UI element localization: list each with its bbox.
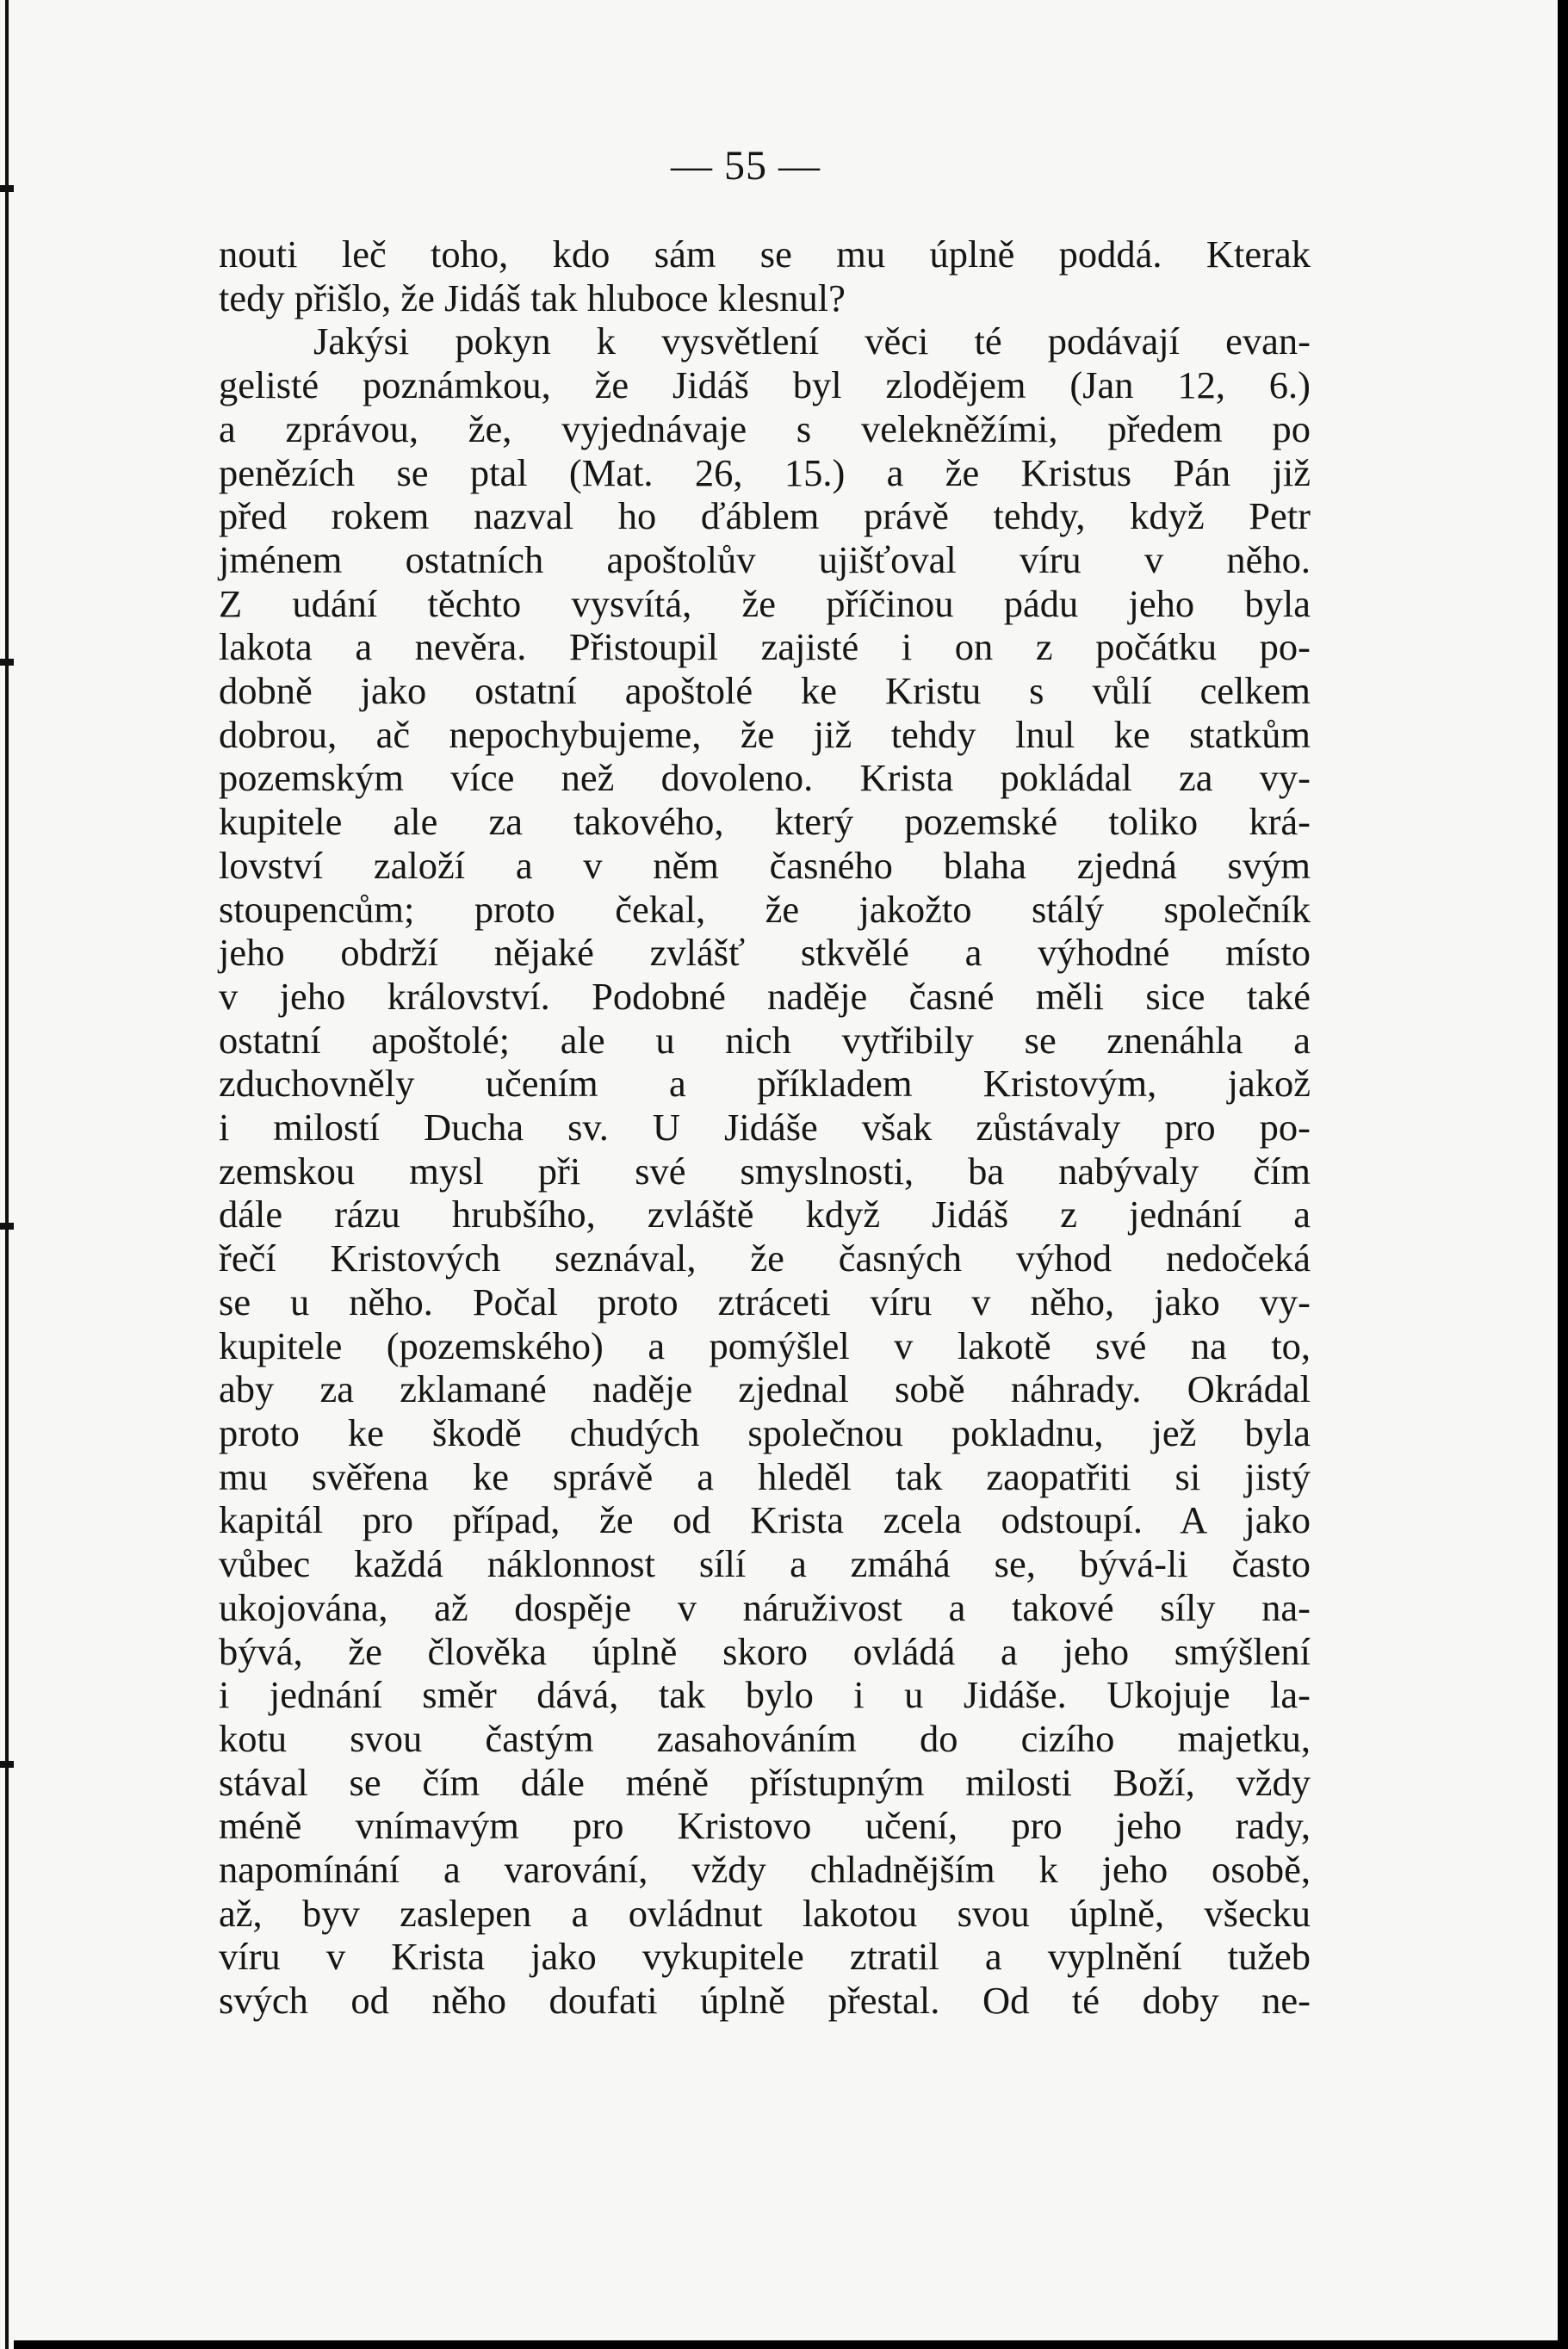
text-line: až, byv zaslepen a ovládnut lakotou svou úplně, všecku bbox=[219, 1891, 1311, 1935]
text-line: i jednání směr dává, tak bylo i u Jidáše. Ukojuje la- bbox=[219, 1673, 1311, 1717]
book-page bbox=[14, 0, 1558, 2340]
text-line: gelisté poznámkou, že Jidáš byl zlodějem (Jan 12, 6.) bbox=[219, 363, 1311, 407]
text-line: proto ke škodě chudých společnou pokladnu, jež byla bbox=[219, 1410, 1311, 1454]
text-line: jménem ostatních apoštolův ujišťoval víru v něho. bbox=[219, 537, 1311, 581]
text-line: méně vnímavým pro Kristovo učení, pro jeho rady, bbox=[219, 1804, 1311, 1848]
text-line: řečí Kristových seznával, že časných výhod nedočeká bbox=[219, 1236, 1311, 1280]
text-line: Jakýsi pokyn k vysvětlení věci té podávají evan- bbox=[313, 319, 1311, 363]
text-line: ukojována, až dospěje v náruživost a takové síly na- bbox=[219, 1585, 1311, 1629]
text-line: nouti leč toho, kdo sám se mu úplně poddá. Kterak bbox=[219, 232, 1311, 276]
text-line: dobně jako ostatní apoštolé ke Kristu s vůlí celkem bbox=[219, 669, 1311, 713]
text-line: před rokem nazval ho ďáblem právě tehdy, když Petr bbox=[219, 494, 1311, 538]
text-line: i milostí Ducha sv. U Jidáše však zůstávaly pro po- bbox=[219, 1106, 1311, 1150]
text-line: stával se čím dále méně přístupným milosti Boží, vždy bbox=[219, 1760, 1311, 1804]
text-line: Z udání těchto vysvítá, že příčinou pádu jeho byla bbox=[219, 581, 1311, 625]
body-text bbox=[219, 232, 1311, 2023]
text-line: lakota a nevěra. Přistoupil zajisté i on z počátku po- bbox=[219, 625, 1311, 669]
text-line: jeho obdrží nějaké zvlášť stkvělé a výhodné místo bbox=[219, 931, 1311, 975]
text-line: kupitele (pozemského) a pomýšlel v lakotě své na to, bbox=[219, 1323, 1311, 1367]
text-line: ostatní apoštolé; ale u nich vytřibily se znenáhla a bbox=[219, 1018, 1311, 1062]
text-line: zemskou mysl při své smyslnosti, ba nabývaly čím bbox=[219, 1149, 1311, 1193]
text-line: svých od něho doufati úplně přestal. Od té doby ne- bbox=[219, 1979, 1311, 2023]
text-line: kotu svou častým zasahováním do cizího majetku, bbox=[219, 1716, 1311, 1760]
text-line: a zprávou, že, vyjednávaje s velekněžími, předem po bbox=[219, 406, 1311, 450]
text-line: pozemským více než dovoleno. Krista pokládal za vy- bbox=[219, 756, 1311, 800]
text-line: kupitele ale za takového, který pozemské toliko krá- bbox=[219, 800, 1311, 844]
page-number: — 55 — bbox=[671, 143, 821, 189]
text-line: dále rázu hrubšího, zvláště když Jidáš z jednání a bbox=[219, 1193, 1311, 1236]
text-line: penězích se ptal (Mat. 26, 15.) a že Kristus Pán již bbox=[219, 450, 1311, 494]
text-line: kapitál pro případ, že od Krista zcela odstoupí. A jako bbox=[219, 1498, 1311, 1542]
text-line: stoupencům; proto čekal, že jakožto stálý společník bbox=[219, 887, 1311, 931]
text-line: tedy přišlo, že Jidáš tak hluboce klesnul? bbox=[219, 276, 846, 319]
binding-line bbox=[5, 0, 9, 2349]
text-line: lovství založí a v něm časného blaha zjedná svým bbox=[219, 843, 1311, 887]
text-line: mu svěřena ke správě a hleděl tak zaopatřiti si jistý bbox=[219, 1454, 1311, 1498]
text-line: aby za zklamané naděje zjednal sobě náhrady. Okrádal bbox=[219, 1367, 1311, 1411]
text-line: vůbec každá náklonnost sílí a zmáhá se, bývá-li často bbox=[219, 1542, 1311, 1586]
text-line: napomínání a varování, vždy chladnějším k jeho osobě, bbox=[219, 1848, 1311, 1892]
text-line: v jeho království. Podobné naděje časné měli sice také bbox=[219, 974, 1311, 1018]
text-line: víru v Krista jako vykupitele ztratil a vyplnění tužeb bbox=[219, 1935, 1311, 1979]
text-line: zduchovněly učením a příkladem Kristovým, jakož bbox=[219, 1062, 1311, 1106]
text-line: bývá, že člověka úplně skoro ovládá a jeho smýšlení bbox=[219, 1629, 1311, 1673]
text-line: dobrou, ač nepochybujeme, že již tehdy lnul ke statkům bbox=[219, 712, 1311, 756]
page-binding-edge bbox=[0, 0, 14, 2349]
text-line: se u něho. Počal proto ztráceti víru v něho, jako vy- bbox=[219, 1280, 1311, 1323]
